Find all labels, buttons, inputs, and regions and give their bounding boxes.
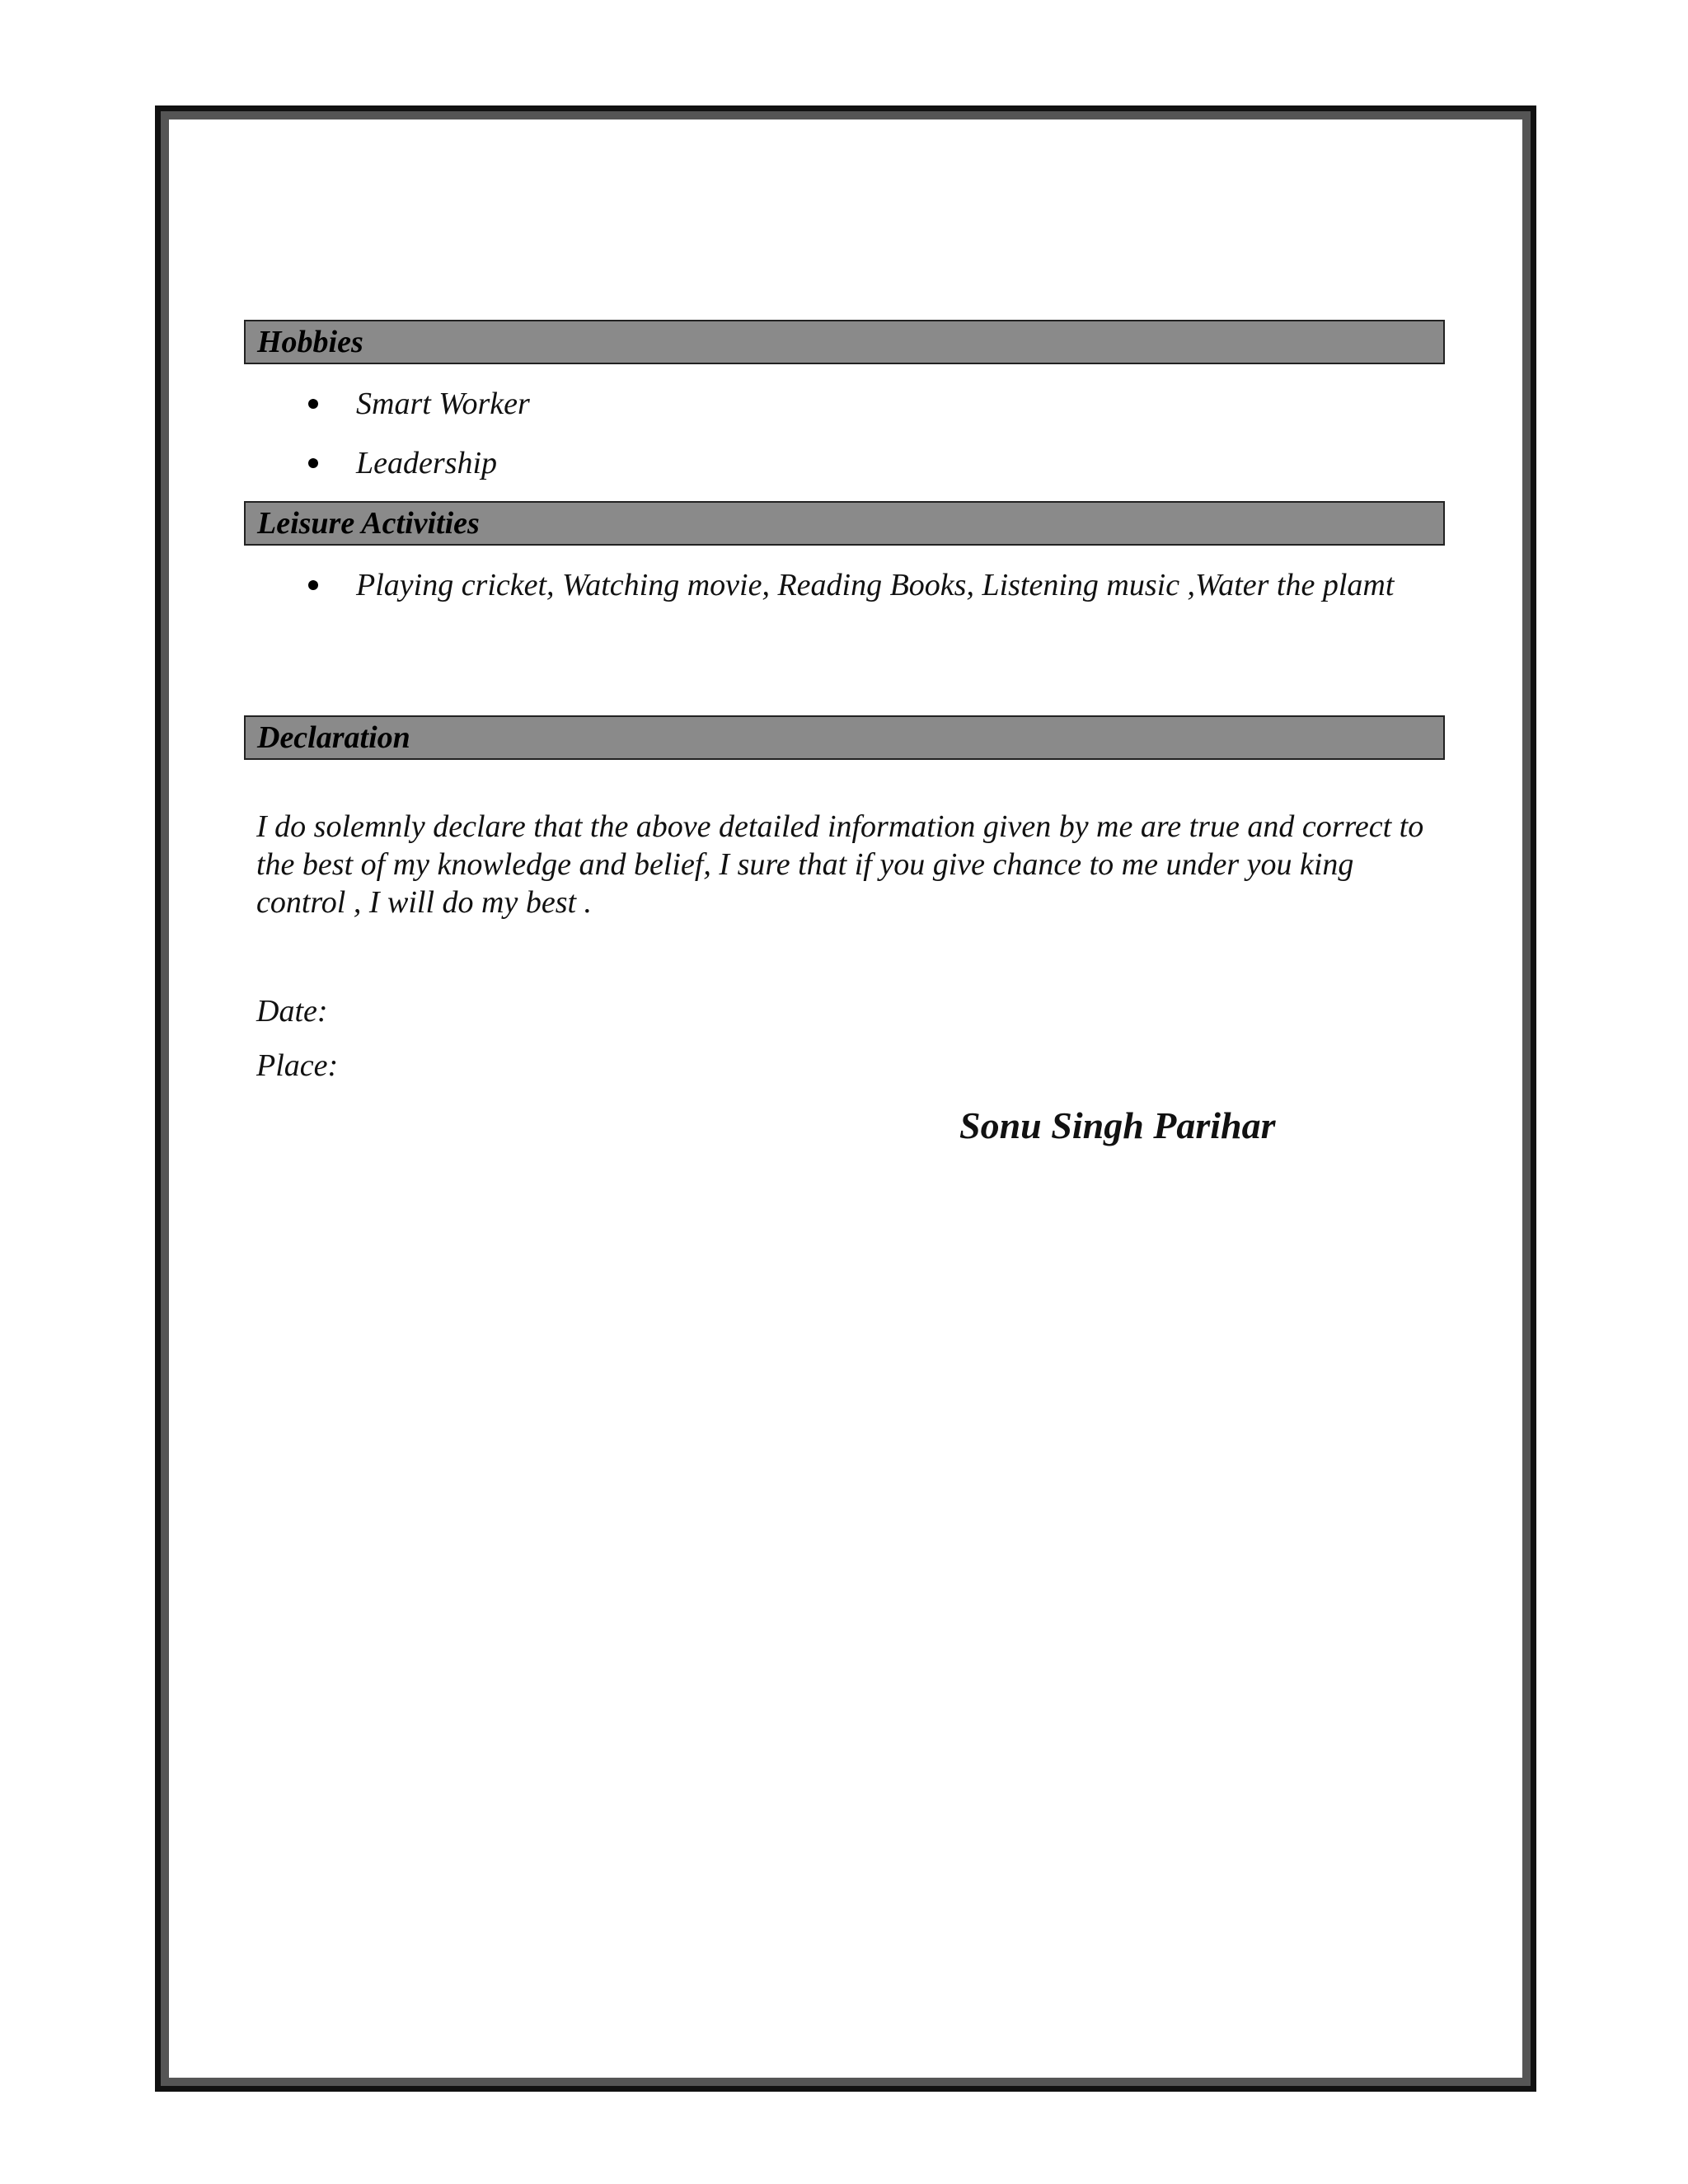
leisure-item	[302, 565, 1406, 605]
place-label: Place:	[256, 1048, 339, 1083]
hobby-item-text: Smart Worker	[356, 387, 530, 421]
bullet-icon	[308, 399, 318, 409]
declaration-header: Declaration	[244, 715, 1445, 760]
declaration-text: I do solemnly declare that the above detailed information given by me are true and correct to the best of my knowledge and belief, I sure that if you give chance to me under you king control , I will do my best .	[256, 809, 1424, 920]
leisure-item-text: Playing cricket, Watching movie, Reading Books, Listening music ,Water the plamt	[356, 568, 1395, 602]
leisure-list	[302, 565, 1406, 605]
bullet-icon	[308, 458, 318, 468]
hobbies-list	[302, 384, 1406, 483]
hobbies-header: Hobbies	[244, 320, 1445, 364]
hobby-item	[302, 384, 1406, 424]
signature-name: Sonu Singh Parihar	[959, 1104, 1276, 1146]
hobby-item	[302, 443, 1406, 483]
bullet-icon	[308, 580, 318, 590]
leisure-header: Leisure Activities	[244, 501, 1445, 546]
date-label: Date:	[256, 994, 328, 1029]
hobby-item-text: Leadership	[356, 446, 497, 480]
